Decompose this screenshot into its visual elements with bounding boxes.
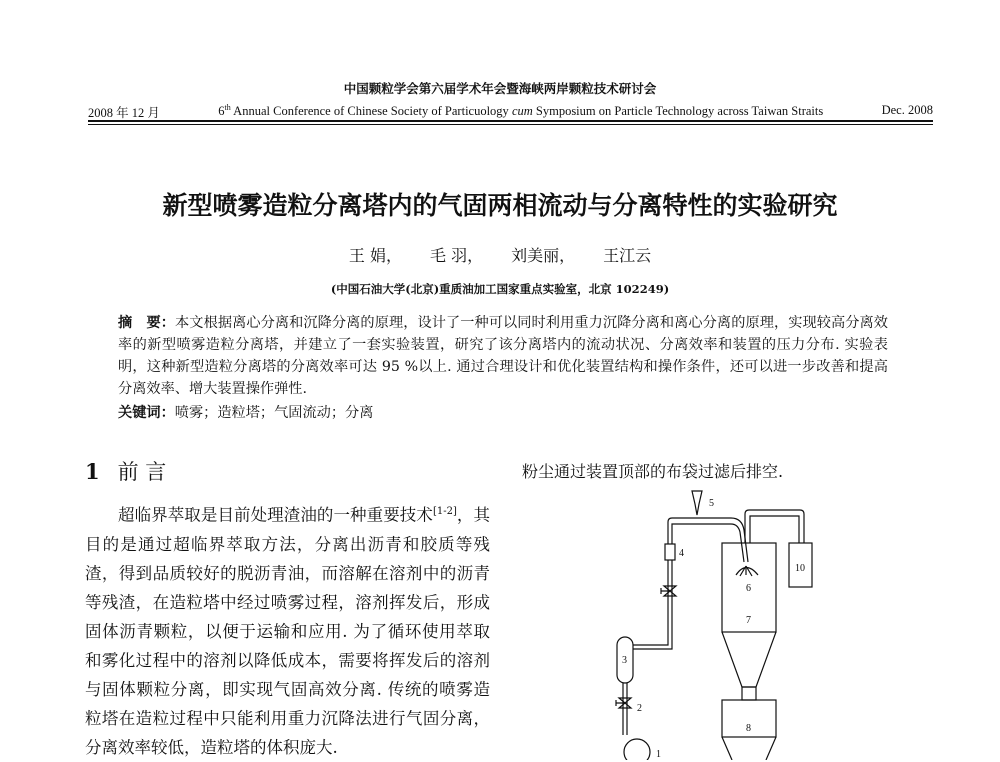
conference-cum: cum — [511, 104, 533, 119]
label-8: 8 — [746, 723, 751, 734]
feed-pipe — [633, 518, 748, 649]
author: 王江云 — [603, 246, 652, 265]
paper-title: 新型喷雾造粒分离塔内的气固两相流动与分离特性的实验研究 — [162, 191, 838, 220]
citation: [1-2] — [432, 506, 457, 517]
label-2: 2 — [637, 703, 642, 714]
tower-neck — [742, 687, 756, 700]
section-number: 1 — [85, 459, 100, 484]
label-3: 3 — [622, 655, 627, 666]
spray-nozzle-6 — [736, 566, 758, 576]
edition-suffix: th — [224, 103, 231, 112]
date-en: Dec. 2008 — [881, 103, 933, 117]
abstract-text: 本文根据离心分离和沉降分离的原理，设计了一种可以同时利用重力沉降分离和离心分离的原理，实现较高分离效率的新型喷雾造粒分离塔，并建立了一套实验装置，研究了该分离塔内的流动状况、分离效率和装置的压力分布. 实验表明，这种新型造粒分离塔的分离效率可达 95 %以上. 通过合理设计和优化装置结构和操作条件，还可以进一步改善和提高分离效率、增大装置操作弹性. — [118, 315, 888, 397]
author: 毛 羽， — [429, 246, 484, 265]
conference-name-rest: Symposium on Particle Technology across Taiwan Straits — [532, 104, 824, 119]
section-title: 前 言 — [117, 460, 167, 484]
keywords-label: 关键词： — [118, 405, 175, 421]
label-7: 7 — [746, 615, 751, 626]
abstract-label: 摘 要： — [118, 315, 176, 331]
paragraph-text-rest: ，其目的是通过超临界萃取方法，分离出沥青和胶质等残渣，得到品质较好的脱沥青油，而溶解在溶剂中的沥青等残渣，在造粒塔中经过喷雾过程，溶剂挥发后，形成固体沥青颗粒，以便于运输和应用. 为了循环使用萃取和雾化过程中的溶剂以降低成本，需要将挥发后的溶剂与固体颗粒分离，即实现气固高效分离. 传统的喷雾造粒塔在造粒过程中只能利用重力沉降法进行气固分离，分离效率较低，造粒塔的体积庞大. — [85, 505, 491, 757]
feed-funnel-5 — [692, 491, 702, 515]
flowmeter-4 — [665, 544, 675, 560]
exhaust-pipe — [745, 510, 804, 543]
label-6: 6 — [746, 583, 751, 594]
affiliation: (中国石油大学(北京)重质油加工国家重点实验室，北京 102249) — [330, 282, 670, 296]
collector-cone — [722, 737, 776, 760]
label-10: 10 — [795, 563, 805, 574]
pump-pipe — [623, 683, 627, 735]
date-cn: 2008 年 12 月 — [88, 106, 160, 120]
right-column-text: 粉尘通过装置顶部的布袋过滤后排空. — [522, 462, 784, 481]
conference-name: Annual Conference of Chinese Society of Particuology — [230, 104, 512, 119]
author: 刘美丽， — [511, 246, 576, 265]
author: 王 娟， — [348, 246, 402, 265]
paragraph-text: 超临界萃取是目前处理渣油的一种重要技术 — [118, 505, 433, 525]
pump-1 — [624, 739, 650, 760]
label-1: 1 — [656, 749, 661, 760]
tower-cone — [722, 632, 776, 687]
keywords-text: 喷雾；造粒塔；气固流动；分离 — [174, 405, 374, 421]
conference-title-cn: 中国颗粒学会第六届学术年会暨海峡两岸颗粒技术研讨会 — [343, 81, 657, 96]
label-5: 5 — [709, 498, 714, 509]
edition-number: 6 — [218, 104, 225, 119]
label-4: 4 — [679, 548, 684, 559]
